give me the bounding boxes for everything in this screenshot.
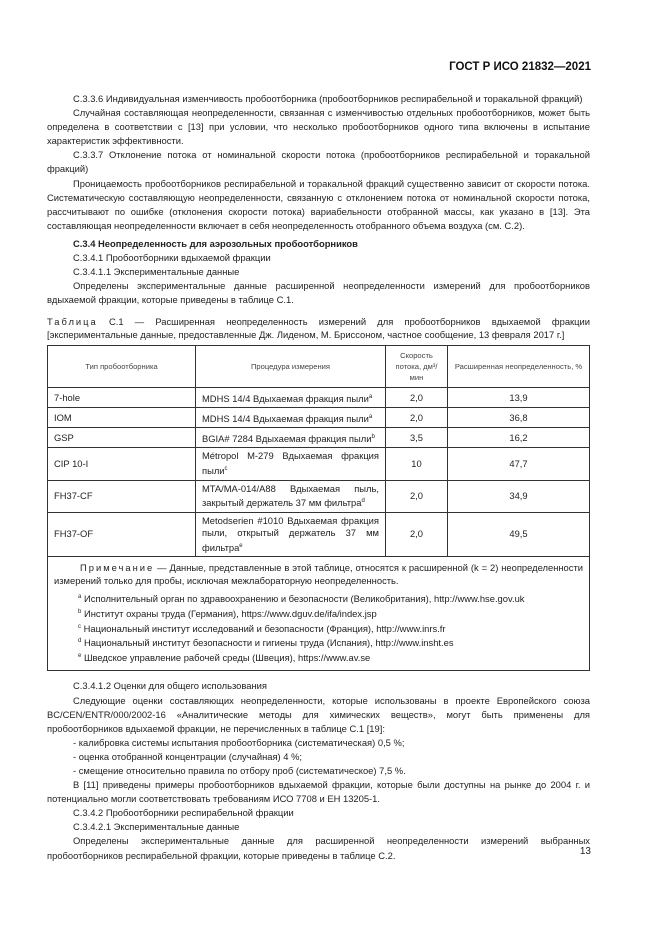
cell-type: GSP [48, 428, 196, 448]
footnote-mark: d [78, 638, 82, 645]
footnote-mark: a [78, 594, 82, 601]
paragraph: - смещение относительно правила по отбору проб (систематическое) 7,5 %. [73, 764, 406, 776]
cell-flow: 2,0 [386, 388, 448, 408]
cell-procedure [196, 428, 386, 448]
footnote [54, 591, 583, 606]
procedure-text: Métropol M-279 Вдыхаемая фракция пыли [202, 450, 379, 477]
footnote-text: Институт охраны труда (Германия), https://www.dguv.de/ifa/index.jsp [83, 608, 377, 620]
footnote-text: Исполнительный орган по здравоохранению и безопасности (Великобритания), http://www.hse.gov.uk [83, 593, 525, 605]
footnote-text: Национальный институт безопасности и гигиены труда (Испания), http://www.insht.es [83, 637, 454, 649]
paragraph: Проницаемость пробоотборников респирабельной и торакальной фракций существенно зависит от скорости потока. Систематическую составляющую неопределенности, связанную с отклонением потока от номинальной скорости потока, рассчитывают по ошибке (отклонения скорости потока) вариабельности отобранной массы, как указано в [13]. Эта составляющая неопределенности включает в себя неопределенность отобранного объема воздуха (см. С.2). [47, 177, 590, 231]
footnote-ref: b [371, 433, 375, 440]
footnote-ref: c [224, 465, 228, 472]
cell-flow: 2,0 [386, 480, 448, 512]
table-caption [47, 315, 590, 341]
uncertainty-table [47, 345, 590, 671]
cell-uncertainty: 47,7 [448, 448, 590, 480]
table-row [48, 512, 590, 557]
cell-type: FH37-CF [48, 480, 196, 512]
paragraph: - калибровка системы испытания пробоотборника (систематическая) 0,5 %; [73, 736, 405, 748]
cell-flow: 2,0 [386, 512, 448, 557]
document-body [47, 92, 590, 863]
paragraph: Определены экспериментальные данные расширенной неопределенности измерений для пробоотборников вдыхаемой фракции, которые приведены в таблице С.1. [47, 280, 590, 306]
table-note-cell [48, 557, 590, 671]
footnote [54, 650, 583, 665]
paragraph: Определены экспериментальные данные для расширенной неопределенности измерений выбранных пробоотборников респирабельной фракции, которые приведены в таблице С.2. [47, 835, 590, 861]
footnote [54, 606, 583, 621]
cell-uncertainty: 34,9 [448, 480, 590, 512]
bottom-paragraphs [47, 679, 590, 862]
header-uncertainty: Расширенная неопределенность, % [448, 346, 590, 388]
paragraph: В [11] приведены примеры пробоотборников вдыхаемой фракции, которые были доступны на рынке до 2004 г. и потенциально могли соответствовать требованиям ИСО 7708 и ЕН 13205-1. [47, 779, 590, 805]
cell-uncertainty: 13,9 [448, 388, 590, 408]
header-flow: Скорость потока, дм³/мин [386, 346, 448, 388]
cell-procedure [196, 388, 386, 408]
footnote [54, 621, 583, 636]
paragraph: Следующие оценки составляющих неопределенности, которые использованы в проекте Европейского союза BC/CEN/ENTR/000/2002-16 «Аналитические методы для химических веществ», могут быть применены для пробоотборников вдыхаемой фракции, не перечисленных в таблице С.1 [19]: [47, 694, 590, 734]
footnote-mark: c [78, 623, 81, 630]
table-row [48, 408, 590, 428]
cell-uncertainty: 16,2 [448, 428, 590, 448]
paragraph: - оценка отобранной концентрации (случайная) 4 %; [73, 750, 303, 762]
procedure-text: BGIA# 7284 Вдыхаемая фракция пыли [202, 432, 372, 444]
table-row [48, 428, 590, 448]
footnote-text: Национальный институт исследований и безопасности (Франция), http://www.inrs.fr [83, 622, 446, 634]
footnote [54, 635, 583, 650]
note-text: — Данные, представленные в этой таблице, относятся к расширенной (k = 2) неопределенности измерений только для пробы, исключая межлабораторную неопределенность. [54, 562, 583, 587]
document-header: ГОСТ Р ИСО 21832—2021 [449, 61, 591, 73]
caption-text: С.1 — Расширенная неопределенность измерений для пробоотборников вдыхаемой фракции [экспериментальные данные, предоставленные Дж. Лиденом, М. Бриссоном, частное сообщение, 13 февраля 2017 г.] [47, 316, 590, 341]
section-heading: С.3.4 Неопределенность для аэрозольных пробоотборников [73, 237, 358, 249]
procedure-text: MDHS 14/4 Вдыхаемая фракция пыли [202, 412, 369, 424]
footnote-ref: e [239, 542, 243, 549]
cell-flow: 10 [386, 448, 448, 480]
cell-flow: 2,0 [386, 408, 448, 428]
header-procedure: Процедура измерения [196, 346, 386, 388]
paragraph: С.3.4.2.1 Экспериментальные данные [73, 821, 240, 833]
footnote-mark: b [78, 608, 82, 615]
cell-type: IOM [48, 408, 196, 428]
footnote-mark: e [78, 652, 82, 659]
header-type: Тип пробоотборника [48, 346, 196, 388]
cell-uncertainty: 49,5 [448, 512, 590, 557]
footnote-text: Шведское управление рабочей среды (Швеция), https://www.av.se [83, 651, 371, 663]
caption-label: Таблица [47, 316, 98, 328]
procedure-text: MTA/MA-014/A88 Вдыхаемая пыль, закрытый держатель 37 мм фильтра [202, 482, 379, 509]
cell-procedure [196, 512, 386, 557]
paragraph: С.3.4.1 Пробоотборники вдыхаемой фракции [73, 252, 271, 264]
paragraph: Случайная составляющая неопределенности, связанная с изменчивостью отдельных пробоотборников, может быть определена в соответствии с [13] при условии, что несколько пробоотборников одного типа включены в испытание характеристик эффективности. [47, 107, 590, 147]
cell-procedure [196, 408, 386, 428]
paragraph: С.3.4.1.2 Оценки для общего использования [73, 680, 267, 692]
table-row [48, 388, 590, 408]
paragraph: С.3.4.1.1 Экспериментальные данные [73, 266, 240, 278]
footnote-ref: a [368, 393, 373, 400]
cell-uncertainty: 36,8 [448, 408, 590, 428]
cell-procedure [196, 448, 386, 480]
paragraph: С.3.4.2 Пробоотборники респирабельной фракции [73, 807, 294, 819]
cell-type: CIP 10-I [48, 448, 196, 480]
paragraph: С.3.3.6 Индивидуальная изменчивость пробоотборника (пробоотборников респирабельной и торакальной фракций) [73, 93, 583, 104]
procedure-text: Metodserien #1010 Вдыхаемая фракция пыли, открытый держатель 37 мм фильтра [202, 514, 379, 553]
cell-type: 7-hole [48, 388, 196, 408]
page-number: 13 [579, 846, 591, 857]
footnotes [54, 591, 583, 664]
footnote-ref: a [368, 413, 373, 420]
cell-type: FH37-OF [48, 512, 196, 557]
cell-procedure [196, 480, 386, 512]
paragraph: С.3.3.7 Отклонение потока от номинальной скорости потока (пробоотборников респирабельной и торакальной фракций) [47, 149, 590, 175]
table-row [48, 448, 590, 480]
note-label: Примечание [80, 562, 155, 574]
footnote-ref: d [361, 498, 365, 505]
top-paragraphs [47, 92, 590, 307]
procedure-text: MDHS 14/4 Вдыхаемая фракция пыли [202, 392, 369, 404]
cell-flow: 3,5 [386, 428, 448, 448]
table-row [48, 480, 590, 512]
